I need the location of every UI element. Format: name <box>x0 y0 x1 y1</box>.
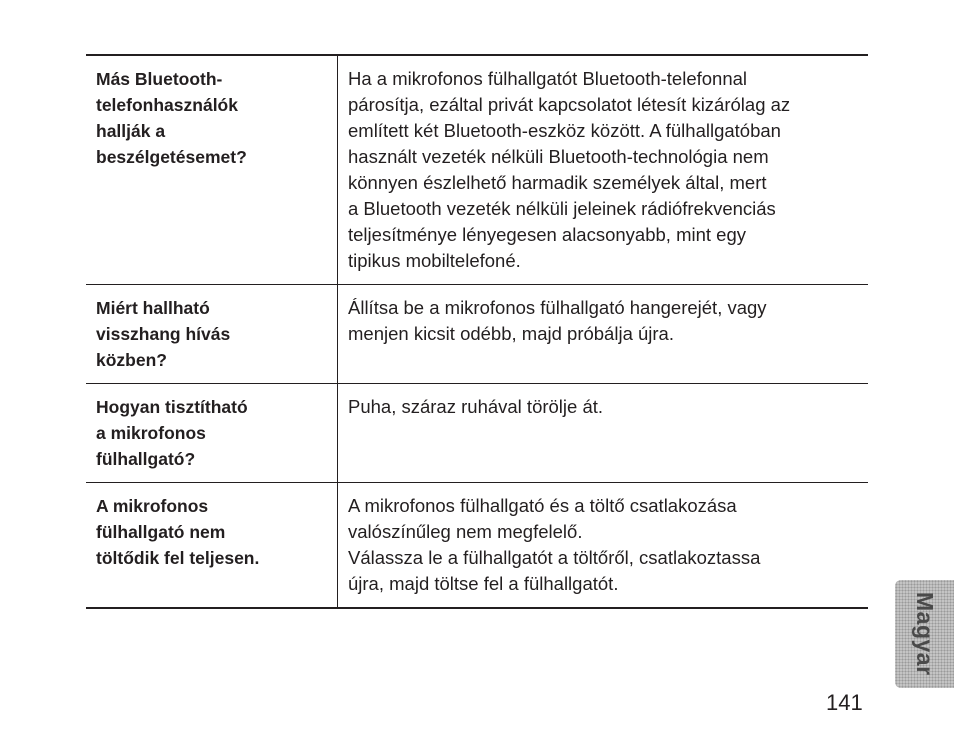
faq-question: A mikrofonos fülhallgató nem töltődik fel teljesen. <box>86 483 338 607</box>
faq-question: Más Bluetooth- telefonhasználók hallják a beszélgetésemet? <box>86 56 338 284</box>
faq-row <box>86 383 868 482</box>
faq-row <box>86 56 868 284</box>
faq-row <box>86 284 868 383</box>
faq-answer: Puha, száraz ruhával törölje át. <box>348 396 604 417</box>
language-tab <box>895 580 954 688</box>
faq-table <box>86 54 868 609</box>
faq-question: Hogyan tisztítható a mikrofonos fülhallgató? <box>86 384 338 482</box>
faq-answer: Állítsa be a mikrofonos fülhallgató hangerejét, vagy menjen kicsit odébb, majd próbálja újra. <box>348 297 767 344</box>
faq-answer: A mikrofonos fülhallgató és a töltő csatlakozása valószínűleg nem megfelelő. Válassza le a fülhallgatót a töltőről, csatlakoztassa újra, majd töltse fel a fülhallgatót. <box>348 495 761 594</box>
faq-row <box>86 482 868 607</box>
language-tab-label: Magyar <box>912 592 938 676</box>
faq-question: Miért hallható visszhang hívás közben? <box>86 285 338 383</box>
faq-answer: Ha a mikrofonos fülhallgatót Bluetooth-telefonnal párosítja, ezáltal privát kapcsolatot létesít kizárólag az említett két Bluetooth-eszköz között. A fülhallgatóban használt vezeték nélküli Bluetooth-technológia nem könnyen észlelhető harmadik személyek által, mert a Bluetooth vezeték nélküli jeleinek rádiófrekvenciás teljesítménye lényegesen alacsonyabb, mint egy tipikus mobiltelefoné. <box>348 68 791 271</box>
page-number: 141 <box>826 690 863 715</box>
